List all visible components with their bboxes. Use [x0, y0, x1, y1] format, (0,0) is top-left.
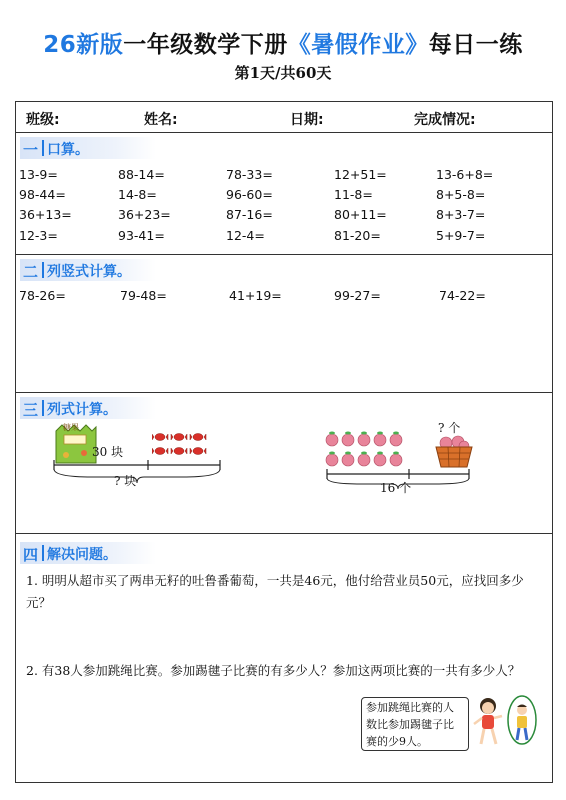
- section-divider: [42, 545, 44, 561]
- section-divider: [42, 400, 44, 416]
- right-unknown-value: ? 个: [438, 421, 461, 435]
- section-header-formula: [20, 397, 156, 419]
- vertical-equation: 99-27=: [334, 288, 381, 303]
- word-problem-2: 2. 有38人参加跳绳比赛。参加踢毽子比赛的有多少人？参加这两项比赛的一共有多少人？: [26, 663, 521, 678]
- oral-equation: 96-60=: [226, 187, 273, 202]
- oral-equation: 14-8=: [118, 187, 157, 202]
- peach-group-illustration: [323, 429, 407, 471]
- title-part-edition: 26新版: [43, 32, 124, 58]
- section-header-oral: [20, 137, 156, 159]
- oral-equation: 13-9=: [19, 167, 58, 182]
- section-number: 三: [23, 401, 39, 419]
- vertical-equation: 78-26=: [19, 288, 66, 303]
- candy-bag-label: 糖果: [63, 423, 79, 432]
- title-part-daily: 每日一练: [428, 32, 523, 58]
- worksheet-frame: [15, 101, 553, 783]
- section-title: 列式计算。: [47, 402, 117, 418]
- oral-equation: 80+11=: [334, 207, 387, 222]
- section-header-vertical: [20, 259, 156, 281]
- date-label: 日期:: [290, 112, 324, 128]
- section-oral-arithmetic: [16, 133, 552, 255]
- left-unknown-value: ? 块: [114, 474, 137, 488]
- section-number: 二: [23, 263, 39, 281]
- oral-equation: 36+23=: [118, 207, 171, 222]
- title-part-homework: 《暑假作业》: [287, 32, 429, 58]
- student-info-row: [16, 102, 552, 133]
- section-vertical-calculation: [16, 255, 552, 393]
- day-counter: 第1天/共60天: [234, 64, 332, 82]
- section-title: 口算。: [47, 142, 89, 158]
- section-number: 一: [23, 141, 39, 159]
- oral-equation: 87-16=: [226, 207, 273, 222]
- class-label: 班级:: [26, 112, 60, 128]
- oral-equation: 12-4=: [226, 228, 265, 243]
- oral-equation: 12+51=: [334, 167, 387, 182]
- oral-equation: 81-20=: [334, 228, 381, 243]
- worksheet-title: [0, 26, 566, 59]
- section-word-problems: [16, 534, 552, 784]
- oral-equation: 98-44=: [19, 187, 66, 202]
- oral-equation: 88-14=: [118, 167, 165, 182]
- oral-equation: 5+9-7=: [436, 228, 486, 243]
- word-problem-1: 1. 明明从超市买了两串无籽的吐鲁番葡萄，一共是46元，他付给营业员50元，应找回多少元？: [26, 573, 524, 610]
- hint-callout: 参加跳绳比赛的人数比参加踢毽子比赛的少9人。: [361, 697, 469, 751]
- oral-equation: 12-3=: [19, 228, 58, 243]
- vertical-equation: 41+19=: [229, 288, 282, 303]
- section-title: 解决问题。: [47, 547, 117, 563]
- oral-equation: 8+3-7=: [436, 207, 486, 222]
- oral-equation: 11-8=: [334, 187, 373, 202]
- left-segment-diagram: [52, 457, 222, 487]
- section-title: 列竖式计算。: [47, 264, 131, 280]
- section-divider: [42, 262, 44, 278]
- basket-illustration: [434, 433, 474, 469]
- children-jump-rope-illustration: [472, 694, 542, 754]
- right-total-value: 16 个: [380, 481, 412, 495]
- oral-equation: 13-6+8=: [436, 167, 494, 182]
- title-part-grade: 一年级数学下册: [123, 32, 288, 58]
- vertical-equation: 74-22=: [439, 288, 486, 303]
- candy-group-illustration: [152, 430, 212, 460]
- left-known-value: 30 块: [92, 445, 124, 459]
- section-formula-calculation: [16, 393, 552, 534]
- section-divider: [42, 140, 44, 156]
- completion-label: 完成情况:: [414, 112, 476, 128]
- oral-equation: 8+5-8=: [436, 187, 486, 202]
- oral-equation: 36+13=: [19, 207, 72, 222]
- oral-equation: 78-33=: [226, 167, 273, 182]
- vertical-equation: 79-48=: [120, 288, 167, 303]
- name-label: 姓名:: [144, 112, 178, 128]
- oral-equation: 93-41=: [118, 228, 165, 243]
- section-header-word-problems: [20, 542, 156, 564]
- section-number: 四: [23, 546, 39, 564]
